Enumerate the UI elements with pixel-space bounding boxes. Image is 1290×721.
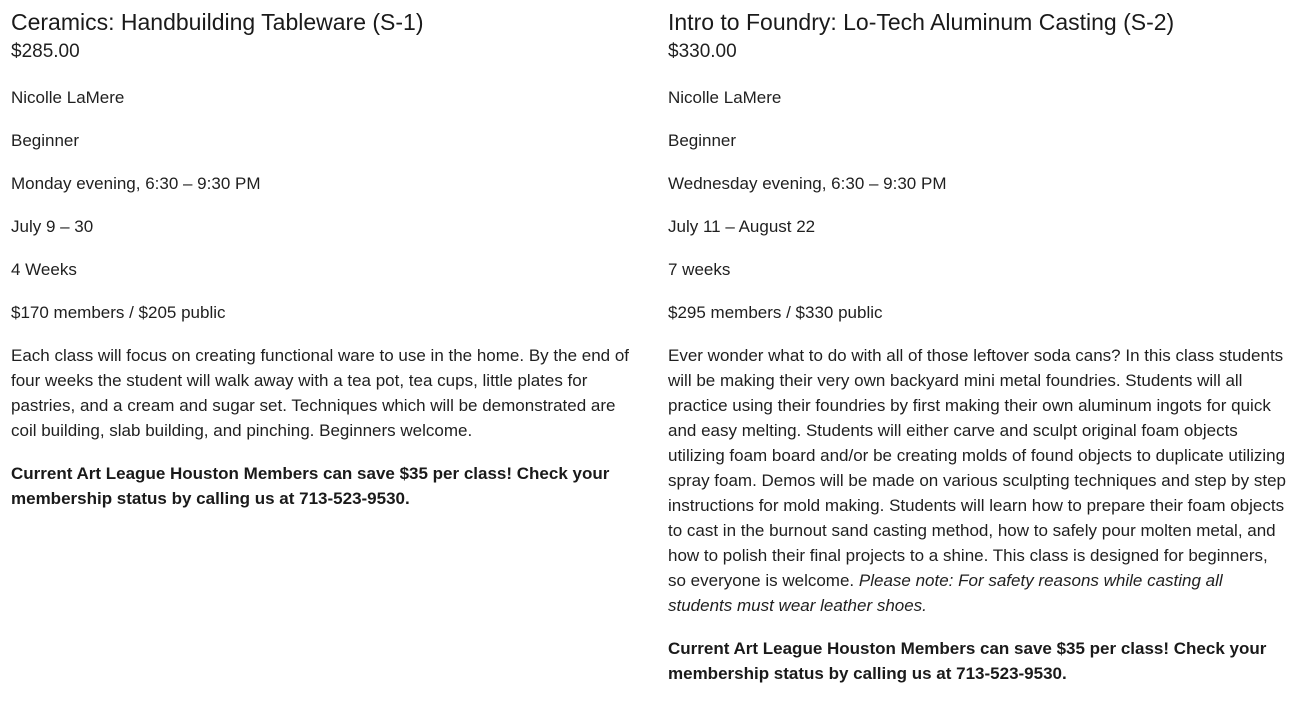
course-title[interactable]: Ceramics: Handbuilding Tableware (S-1) xyxy=(11,9,424,35)
course-card-ceramics xyxy=(11,0,636,511)
course-level: Beginner xyxy=(668,131,737,150)
member-promo: Current Art League Houston Members can save $35 per class! Check your membership status by calling us at 713-523-9530. xyxy=(668,639,1267,683)
course-description-note: Please note: For safety reasons while casting all students must wear leather shoes. xyxy=(668,571,1223,615)
course-duration: 4 Weeks xyxy=(11,260,77,279)
course-duration: 7 weeks xyxy=(668,260,731,279)
member-promo: Current Art League Houston Members can save $35 per class! Check your membership status by calling us at 713-523-9530. xyxy=(11,464,610,508)
course-price: $330.00 xyxy=(668,41,737,62)
course-description-text: Ever wonder what to do with all of those leftover soda cans? In this class students will be making their very own backyard mini metal foundries. Students will all practice using their foundries by first making their own aluminum ingots for quick and easy melting. Students will either carve and sculpt original foam objects utilizing foam board and/or be creating molds of found objects to duplicate utilizing spray foam. Demos will be made on various sculpting techniques and step by step instructions for mold making. Students will learn how to prepare their foam objects to cast in the burnout sand casting method, how to safely pour molten metal, and how to polish their final projects to a shine. This class is designed for beginners, so everyone is welcome. xyxy=(668,346,1286,590)
course-instructor: Nicolle LaMere xyxy=(668,88,782,107)
course-instructor: Nicolle LaMere xyxy=(11,88,125,107)
course-dates: July 11 – August 22 xyxy=(668,217,816,236)
course-fees: $170 members / $205 public xyxy=(11,303,226,322)
course-dates: July 9 – 30 xyxy=(11,217,94,236)
course-title[interactable]: Intro to Foundry: Lo-Tech Aluminum Casting (S-2) xyxy=(668,9,1175,35)
course-description xyxy=(11,343,636,443)
course-schedule: Wednesday evening, 6:30 – 9:30 PM xyxy=(668,174,947,193)
course-description-text: Each class will focus on creating functional ware to use in the home. By the end of four weeks the student will walk away with a tea pot, tea cups, little plates for pastries, and a cream and sugar set. Techniques which will be demonstrated are coil building, slab building, and pinching. Beginners welcome. xyxy=(11,346,630,440)
course-price: $285.00 xyxy=(11,41,80,62)
course-fees: $295 members / $330 public xyxy=(668,303,883,322)
course-card-foundry xyxy=(668,0,1288,686)
course-description xyxy=(668,343,1288,618)
course-schedule: Monday evening, 6:30 – 9:30 PM xyxy=(11,174,261,193)
course-level: Beginner xyxy=(11,131,80,150)
